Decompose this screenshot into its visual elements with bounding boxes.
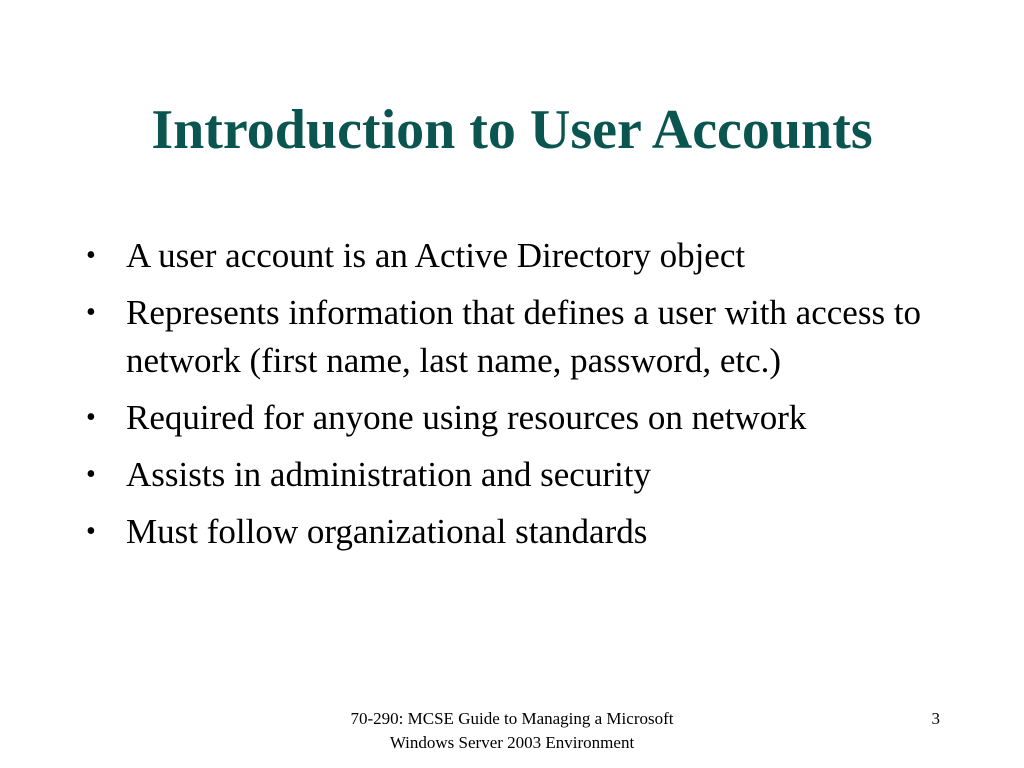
bullet-icon: • — [86, 516, 96, 547]
bullet-icon: • — [86, 402, 96, 433]
footer-line-1: 70-290: MCSE Guide to Managing a Microsoft — [350, 709, 674, 728]
page-number: 3 — [931, 709, 940, 728]
bullet-item — [86, 508, 946, 556]
bullet-icon: • — [86, 459, 96, 490]
bullet-text: Required for anyone using resources on network — [126, 398, 807, 437]
slide-title: Introduction to User Accounts — [151, 99, 873, 161]
bullet-text: Must follow organizational standards — [126, 512, 648, 551]
bullet-text: Assists in administration and security — [126, 455, 651, 494]
footer-line-2: Windows Server 2003 Environment — [389, 733, 635, 752]
bullet-item — [86, 232, 946, 280]
bullet-item — [86, 289, 946, 385]
bullet-list — [86, 232, 946, 565]
bullet-item — [86, 451, 946, 499]
bullet-item — [86, 394, 946, 442]
bullet-icon: • — [86, 297, 96, 328]
bullet-text: Represents information that defines a user with access to network (first name, last name, password, etc.) — [126, 293, 922, 380]
bullet-icon: • — [86, 240, 96, 271]
bullet-text: A user account is an Active Directory object — [126, 236, 746, 275]
slide-footer — [292, 707, 732, 755]
